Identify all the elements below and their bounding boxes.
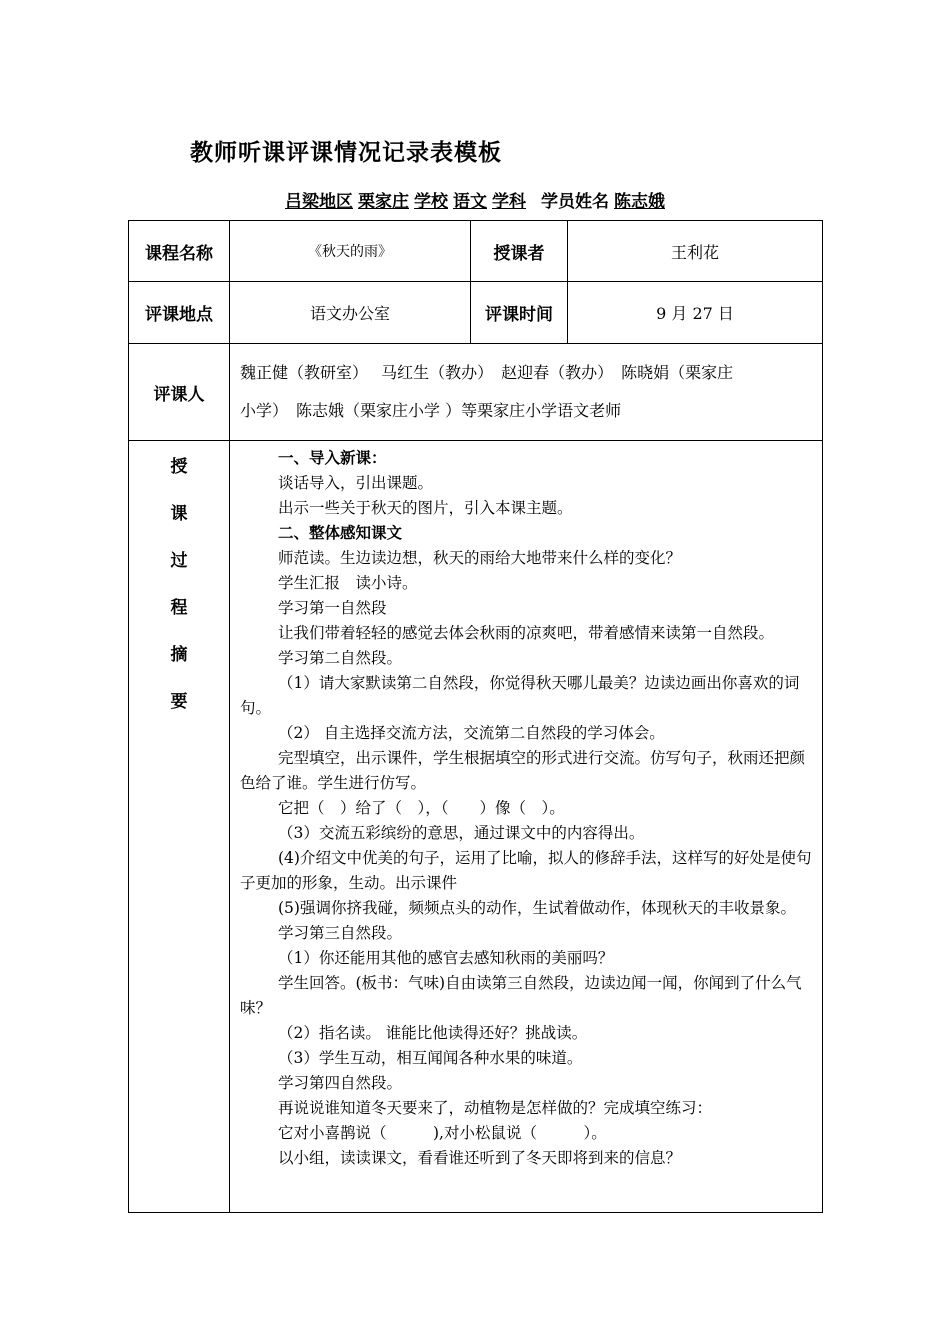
teacher-value: 王利花 xyxy=(568,221,823,282)
process-line: 它对小喜鹊说（ ),对小松鼠说（ ）。 xyxy=(278,1124,607,1142)
record-table xyxy=(128,220,823,1213)
process-label-char: 程 xyxy=(170,598,188,618)
process-line: 学习第三自然段。 xyxy=(278,924,403,942)
process-line: 学习第四自然段。 xyxy=(278,1074,403,1092)
teacher-label: 授课者 xyxy=(471,221,568,282)
process-label-char: 课 xyxy=(170,504,188,524)
process-line: 完型填空，出示课件，学生根据填空的形式进行交流。仿写句子，秋雨还把颜色给了谁。学生进行仿写。 xyxy=(240,749,806,792)
place-label: 评课地点 xyxy=(129,282,230,344)
process-line: （2）指名读。 谁能比他读得还好？挑战读。 xyxy=(278,1024,588,1042)
reviewers-value xyxy=(230,344,823,441)
process-line: 学生汇报 读小诗。 xyxy=(278,574,418,592)
process-row xyxy=(129,441,823,1213)
process-line: 出示一些关于秋天的图片，引入本课主题。 xyxy=(278,499,573,517)
process-line: 以小组，读读课文，看看谁还听到了冬天即将到来的信息？ xyxy=(278,1149,682,1167)
trainee-name: 陈志娥 xyxy=(614,192,665,212)
page-title: 教师听课评课情况记录表模板 xyxy=(190,140,502,166)
subject-name: 语文 xyxy=(453,192,487,212)
place-row xyxy=(129,282,823,344)
region-name: 吕梁地区 xyxy=(285,192,353,212)
process-line: 学习第二自然段。 xyxy=(278,649,403,667)
process-line: （3）交流五彩缤纷的意思，通过课文中的内容得出。 xyxy=(278,824,645,842)
process-line: 谈话导入，引出课题。 xyxy=(278,474,434,492)
course-label: 课程名称 xyxy=(129,221,230,282)
reviewers-row xyxy=(129,344,823,441)
process-label-char: 要 xyxy=(170,692,188,712)
time-value: 9 月 27 日 xyxy=(568,282,823,344)
process-label xyxy=(129,441,230,1213)
school-name: 栗家庄 xyxy=(358,192,409,212)
process-label-char: 过 xyxy=(170,551,188,571)
trainee-label: 学员姓名 xyxy=(541,192,609,212)
course-value: 《秋天的雨》 xyxy=(230,221,471,282)
process-line: 再说说谁知道冬天要来了，动植物是怎样做的？完成填空练习： xyxy=(278,1099,713,1117)
section-heading: 一、导入新课： xyxy=(278,449,387,467)
place-value: 语文办公室 xyxy=(230,282,471,344)
process-label-char: 授 xyxy=(170,457,188,477)
info-line xyxy=(0,187,950,212)
reviewers-line-1: 魏正健（教研室） 马红生（教办） 赵迎春（教办） 陈晓娟（栗家庄 xyxy=(240,363,734,382)
process-content xyxy=(230,441,823,1213)
reviewers-line-2: 小学） 陈志娥（栗家庄小学 ）等栗家庄小学语文老师 xyxy=(240,401,622,420)
section-heading: 二、整体感知课文 xyxy=(278,524,403,542)
subject-label: 学科 xyxy=(492,192,526,212)
process-line: （2） 自主选择交流方法，交流第二自然段的学习体会。 xyxy=(278,724,665,742)
process-line: （1）你还能用其他的感官去感知秋雨的美丽吗？ xyxy=(278,949,614,967)
process-line: （1）请大家默读第二自然段，你觉得秋天哪儿最美？边读边画出你喜欢的词句。 xyxy=(240,674,800,717)
process-line: 学习第一自然段 xyxy=(278,599,387,617)
process-label-char: 摘 xyxy=(170,645,188,665)
course-row xyxy=(129,221,823,282)
process-line: (4)介绍文中优美的句子，运用了比喻，拟人的修辞手法，这样写的好处是使句子更加的形象，生动。出示课件 xyxy=(240,849,812,892)
process-line: 学生回答。(板书：气味)自由读第三自然段，边读边闻一闻，你闻到了什么气味？ xyxy=(240,974,802,1017)
process-line: 让我们带着轻轻的感觉去体会秋雨的凉爽吧，带着感情来读第一自然段。 xyxy=(278,624,775,642)
school-label: 学校 xyxy=(414,192,448,212)
process-line: （3）学生互动，相互闻闻各种水果的味道。 xyxy=(278,1049,583,1067)
process-line: (5)强调你挤我碰，频频点头的动作，生试着做动作，体现秋天的丰收景象。 xyxy=(278,899,796,917)
time-label: 评课时间 xyxy=(471,282,568,344)
process-line: 师范读。生边读边想，秋天的雨给大地带来什么样的变化？ xyxy=(278,549,682,567)
reviewers-label: 评课人 xyxy=(129,344,230,441)
process-line: 它把（ ）给了（ ），（ ）像（ ）。 xyxy=(278,799,565,817)
